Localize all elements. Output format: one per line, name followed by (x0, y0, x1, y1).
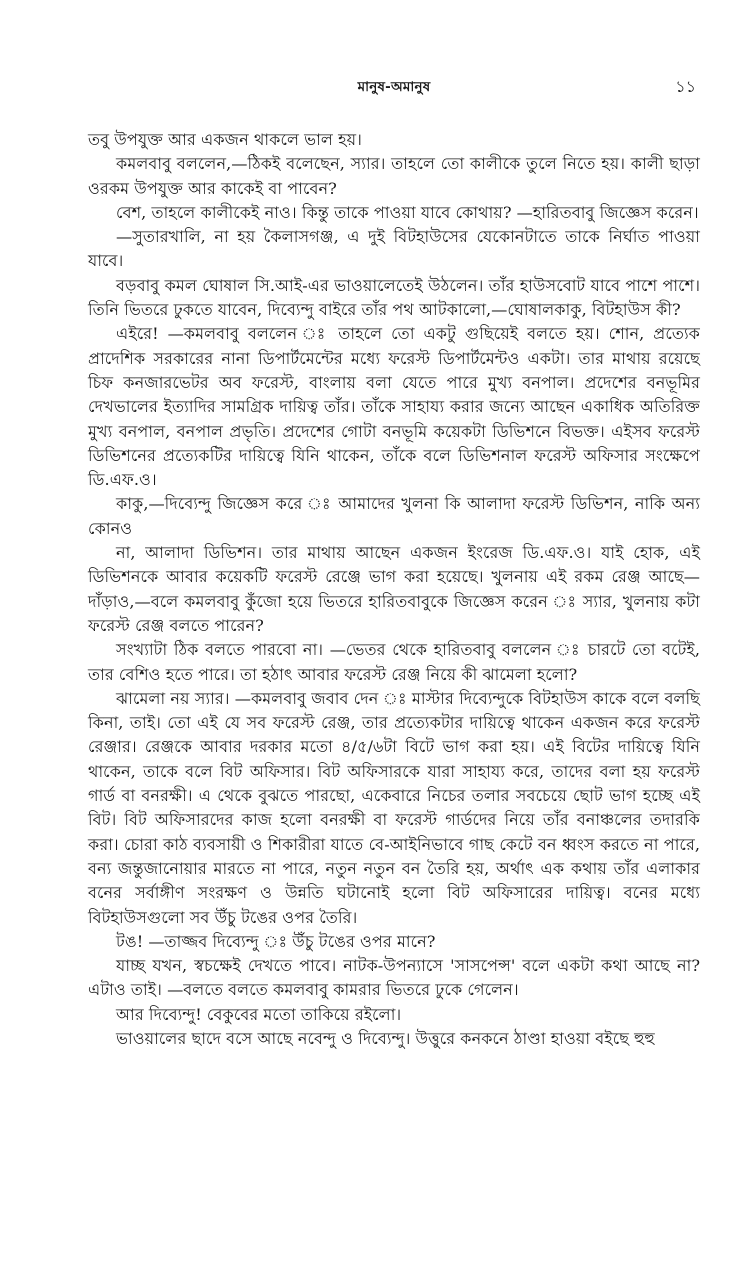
paragraph: ভাওয়ালের ছাদে বসে আছে নবেন্দু ও দিব্যেন্দু। উত্তুরে কনকনে ঠাণ্ডা হাওয়া বইছে হুহু (116, 1028, 655, 1048)
paragraph: এইরে! —কমলবাবু বললেন ঃ তাহলে তো একটু গুছিয়েই বলতে হয়। শোন, প্রত্যেক প্রাদেশিক সরকারের নানা ডিপার্টমেন্টের মধ্যে ফরেস্ট ডিপার্টমেন্টও একটা। তার মাথায় রয়েছে চিফ কনজারভেটর অব ফরেস্ট, বাংলায় বলা যেতে পারে মুখ্য বনপাল। প্রদেশের বনভূমির দেখভালের ইত্যাদির সামগ্রিক দায়িত্ব তাঁর। তাঁকে সাহায্য করার জন্যে আছেন একাধিক অতিরিক্ত মুখ্য বনপাল, বনপাল প্রভৃতি। প্রদেশের গোটা বনভূমি কয়েকটা ডিভিশনে বিভক্ত। এইসব ফরেস্ট ডিভিশনের প্রত্যেকটির দায়িত্বে যিনি থাকেন, তাঁকে বলে ডিভিশনাল ফরেস্ট অফিসার সংক্ষেপে ডি.এফ.ও। (88, 324, 700, 490)
paragraph: যাচ্ছ যখন, স্বচক্ষেই দেখতে পাবে। নাটক-উপন্যাসে 'সাসপেন্স' বলে একটা কথা আছে না? এটাও তাই। —বলতে বলতে কমলবাবু কামরার ভিতরে ঢুকে গেলেন। (88, 956, 700, 1000)
paragraph: বড়বাবু কমল ঘোষাল সি.আই-এর ভাওয়ালেতেই উঠলেন। তাঁর হাউসবোট যাবে পাশে পাশে। তিনি ভিতরে ঢুকতে যাবেন, দিব্যেন্দু বাইরে তাঁর পথ আটকালো,—ঘোষালকাকু, বিটহাউস কী? (88, 275, 700, 320)
page-header (88, 76, 700, 110)
body-text (88, 128, 700, 1051)
page-number: ১১ (675, 77, 696, 96)
paragraph: আর দিব্যেন্দু! বেকুবের মতো তাকিয়ে রইলো। (116, 1004, 402, 1024)
paragraph: কাকু,—দিব্যেন্দু জিজ্ঞেস করে ঃ আমাদের খুলনা কি আলাদা ফরেস্ট ডিভিশন, নাকি অন্য কোনও (88, 494, 700, 538)
paragraph: বেশ, তাহলে কালীকেই নাও। কিন্তু তাকে পাওয়া যাবে কোথায়? —হারিতবাবু জিজ্ঞেস করেন। (116, 202, 699, 222)
paragraph: —সুতারখালি, না হয় কৈলাসগঞ্জ, এ দুই বিটহাউসের যেকোনটাতে তাকে নির্ঘাত পাওয়া যাবে। (88, 227, 700, 271)
book-page (0, 76, 744, 1276)
paragraph: তবু উপযুক্ত আর একজন থাকলে ভাল হয়। (88, 130, 362, 149)
paragraph: টঙ! —তাজ্জব দিব্যেন্দু ঃ উঁচু টঙের ওপর মানে? (116, 931, 436, 951)
paragraph: ঝামেলা নয় স্যার। —কমলবাবু জবাব দেন ঃ মাস্টার দিব্যেন্দুকে বিটহাউস কাকে বলে বলছি কিনা, তাই। তো এই যে সব ফরেস্ট রেঞ্জ, তার প্রত্যেকটার দায়িত্বে থাকেন একজন করে ফরেস্ট রেঞ্জার। রেঞ্জকে আবার দরকার মতো ৪/৫/৬টা বিটে ভাগ করা হয়। এই বিটের দায়িত্বে যিনি থাকেন, তাকে বলে বিট অফিসার। বিট অফিসারকে যারা সাহায্য করে, তাদের বলা হয় ফরেস্ট গার্ড বা বনরক্ষী। এ থেকে বুঝতে পারছো, একেবারে নিচের তলার সবচেয়ে ছোট ভাগ হচ্ছে এই বিট। বিট অফিসারদের কাজ হলো বনরক্ষী বা ফরেস্ট গার্ডদের নিয়ে তাঁর বনাঞ্চলের তদারকি করা। চোরা কাঠ ব্যবসায়ী ও শিকারীরা যাতে বে-আইনিভাবে গাছ কেটে বন ধ্বংস করতে না পারে, বন্য জন্তুজানোয়ার মারতে না পারে, নতুন নতুন বন তৈরি হয়, অর্থাৎ এক কথায় তাঁর এলাকার বনের সর্বাঙ্গীণ সংরক্ষণ ও উন্নতি ঘটানোই হলো বিট অফিসারের দায়িত্ব। বনের মধ্যে বিটহাউসগুলো সব উঁচু টঙের ওপর তৈরি। (88, 688, 700, 927)
running-title: মানুষ-অমানুষ (357, 79, 431, 95)
paragraph: না, আলাদা ডিভিশন। তার মাথায় আছেন একজন ইংরেজ ডি.এফ.ও। যাই হোক, এই ডিভিশনকে আবার কয়েকটি ফরেস্ট রেঞ্জে ভাগ করা হয়েছে। খুলনায় এই রকম রেঞ্জ আছে—দাঁড়াও,—বলে কমলবাবু কুঁজো হয়ে ভিতরে হারিতবাবুকে জিজ্ঞেস করেন ঃ স্যার, খুলনায় কটা ফরেস্ট রেঞ্জ বলতে পারেন? (88, 543, 700, 635)
paragraph: কমলবাবু বললেন,—ঠিকই বলেছেন, স্যার। তাহলে তো কালীকে তুলে নিতে হয়। কালী ছাড়া ওরকম উপযুক্ত আর কাকেই বা পাবেন? (88, 154, 700, 198)
paragraph: সংখ্যাটা ঠিক বলতে পারবো না। —ভেতর থেকে হারিতবাবু বললেন ঃ চারটে তো বটেই, তার বেশিও হতে পারে। তা হঠাৎ আবার ফরেস্ট রেঞ্জ নিয়ে কী ঝামেলা হলো? (88, 640, 700, 684)
